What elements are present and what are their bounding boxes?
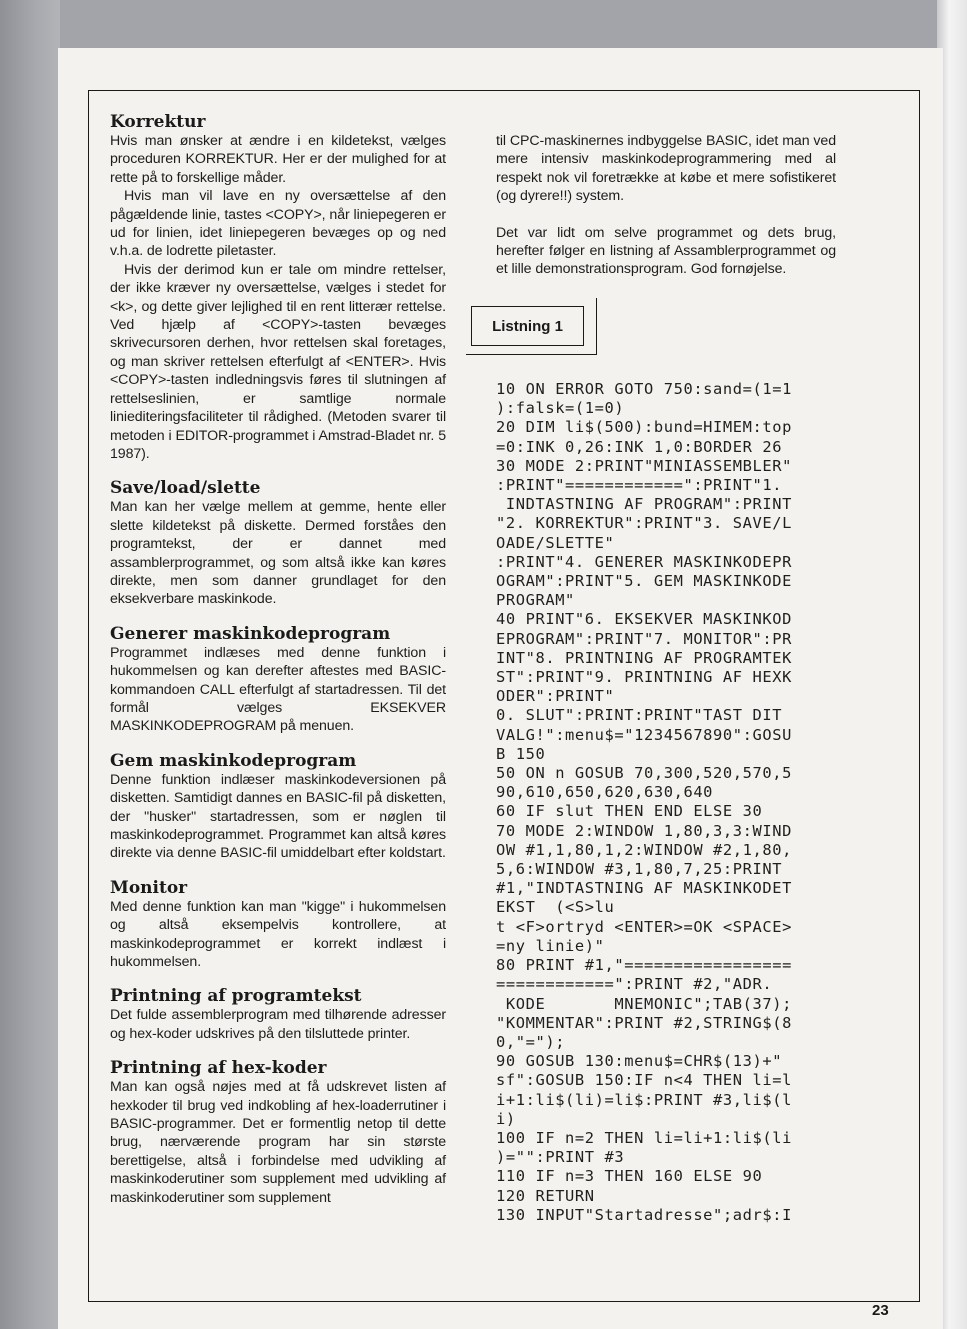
code-line: "2. KORREKTUR":PRINT"3. SAVE/L	[496, 514, 792, 533]
code-line: 120 RETURN	[496, 1186, 595, 1205]
paragraph: Med denne funktion kan man "kigge" i hukommelsen og altså eksempelvis kontrollere, at maskinkodeprogrammet er korrekt indlæst i hukommelsen.	[110, 898, 446, 971]
code-line: EPROGRAM":PRINT"7. MONITOR":PR	[496, 629, 792, 648]
listing-label: Listning 1	[492, 317, 563, 335]
listing-label-box	[471, 306, 584, 346]
right-column	[496, 132, 836, 279]
code-line: KODE MNEMONIC";TAB(37);	[496, 994, 792, 1013]
heading-gem: Gem maskinkodeprogram	[110, 750, 357, 771]
code-line: OW #1,1,80,1,2:WINDOW #2,1,80,	[496, 840, 792, 859]
code-line: 5,6:WINDOW #3,1,80,7,25:PRINT	[496, 860, 783, 879]
code-line: =ny linie)"	[496, 936, 605, 955]
code-line: 0,"=");	[496, 1032, 566, 1051]
code-line: PROGRAM"	[496, 591, 575, 610]
heading-printning-hex: Printning af hex-koder	[110, 1058, 327, 1079]
code-line: 10 ON ERROR GOTO 750:sand=(1=1	[496, 380, 792, 398]
code-line: OGRAM":PRINT"5. GEM MASKINKODE	[496, 572, 792, 591]
paragraph: Hvis man ønsker at ændre i en kildetekst, vælges proceduren KORREKTUR. Her er der mulighed for at rette på to forskellige måder.	[110, 133, 446, 186]
code-line: 50 ON n GOSUB 70,300,520,570,5	[496, 764, 792, 783]
paragraph: Programmet indlæses med denne funktion i hukommelsen og kan derefter aftestes med BASIC-kommandoen CALL efterfulgt af startadressen. Til det formål vælges EKSEKVER MASKINKODEPROGRAM på menuen.	[110, 644, 446, 735]
paragraph: til CPC-maskinernes indbyggelse BASIC, idet man ved mere intensiv maskinkodeprogrammering med al respekt nok vil foretrække at købe et mere sofistikeret (og dyrere!!) system.	[496, 133, 836, 205]
code-line: 90,610,650,620,630,640	[496, 783, 714, 802]
code-line: VALG!":menu$="1234567890":GOSU	[496, 725, 792, 744]
code-line: 80 PRINT #1,"=================	[496, 956, 792, 975]
code-line: "KOMMENTAR":PRINT #2,STRING$(8	[496, 1013, 792, 1032]
code-line: )="":PRINT #3	[496, 1148, 625, 1167]
heading-korrektur: Korrektur	[110, 112, 206, 132]
code-line: B 150	[496, 744, 546, 763]
code-line: 110 IF n=3 THEN 160 ELSE 90	[496, 1167, 763, 1186]
left-column	[110, 112, 446, 1207]
page-edge-left	[0, 0, 60, 1329]
code-line: 130 INPUT"Startadresse";adr$:I	[496, 1205, 792, 1224]
paragraph: Man kan her vælge mellem at gemme, hente eller slette kildetekst på diskette. Dermed forståes den programtekst, der er dannet med assamblerprogrammet, og som altså ikke kan køres direkte, men som danner grundlaget for den eksekverbare maskinkode.	[110, 499, 446, 608]
code-line: 40 PRINT"6. EKSEKVER MASKINKOD	[496, 610, 792, 629]
code-line: #1,"INDTASTNING AF MASKINKODET	[496, 879, 792, 898]
code-line: i)	[496, 1109, 516, 1128]
code-line: t <F>ortryd <ENTER>=OK <SPACE>	[496, 917, 792, 936]
heading-printning-programtekst: Printning af programtekst	[110, 986, 362, 1007]
code-line: :PRINT"============":PRINT"1.	[496, 476, 783, 495]
code-line: 100 IF n=2 THEN li=li+1:li$(li	[496, 1128, 792, 1147]
magazine-page	[58, 48, 943, 1329]
paragraph: Man kan også nøjes med at få udskrevet listen af hexkoder til brug ved indkobling af hex-loaderrutiner i BASIC-programmer. Det er formentlig netop til dette brug, nærværende program har sin største berettigelse, altså i forbindelse med udvikling af maskinkoderutiner som supplement med udvikling af maskinkoderutiner som supplement	[110, 1079, 446, 1206]
heading-save-load: Save/load/slette	[110, 478, 261, 499]
code-line: ODER":PRINT"	[496, 687, 615, 706]
code-line: 0. SLUT":PRINT:PRINT"TAST DIT	[496, 706, 783, 725]
code-line: OADE/SLETTE"	[496, 533, 615, 552]
code-line: ST":PRINT"9. PRINTNING AF HEXK	[496, 668, 792, 687]
paragraph: Denne funktion indlæser maskinkodeversionen på disketten. Samtidigt dannes en BASIC-fil på disketten, der "husker" startadressen, som er nøglen til maskinkodeprogrammet. Programmet kan altså køres direkte via denne BASIC-fil umiddelbart efter koldstart.	[110, 771, 446, 862]
code-line: sf":GOSUB 150:IF n<4 THEN li=l	[496, 1071, 792, 1090]
code-line: 70 MODE 2:WINDOW 1,80,3,3:WIND	[496, 821, 792, 840]
code-line: 90 GOSUB 130:menu$=CHR$(13)+"	[496, 1052, 783, 1071]
paragraph: Det var lidt om selve programmet og dets brug, herefter følger en listning af Assamblerprogrammet og et lille demonstrationsprogram. God fornøjelse.	[496, 224, 836, 278]
code-line: INDTASTNING AF PROGRAM":PRINT	[496, 495, 792, 514]
code-line: 60 IF slut THEN END ELSE 30	[496, 802, 763, 821]
code-line: ):falsk=(1=0)	[496, 399, 625, 418]
code-line: =0:INK 0,26:INK 1,0:BORDER 26	[496, 437, 783, 456]
code-line: i+1:li$(li)=li$:PRINT #3,li$(l	[496, 1090, 792, 1109]
paragraph: Det fulde assemblerprogram med tilhørende adresser og hex-koder udskrives på den tilsluttede printer.	[110, 1007, 446, 1042]
code-line: EKST (<S>lu	[496, 898, 615, 917]
code-line: INT"8. PRINTNING AF PROGRAMTEK	[496, 648, 792, 667]
code-line: 30 MODE 2:PRINT"MINIASSEMBLER"	[496, 456, 792, 475]
paragraph: Hvis man vil lave en ny oversættelse af den pågældende linie, tastes <COPY>, når liniepegeren er ud for linien, idet liniepegeren bevæges op og ned v.h.a. de lodrette piletaster.	[110, 188, 446, 260]
code-line: 20 DIM li$(500):bund=HIMEM:top	[496, 418, 792, 437]
page-number: 23	[872, 1302, 889, 1319]
code-line: :PRINT"4. GENERER MASKINKODEPR	[496, 552, 792, 571]
heading-monitor: Monitor	[110, 877, 188, 898]
heading-generer: Generer maskinkodeprogram	[110, 623, 391, 644]
basic-code-listing	[496, 380, 896, 1225]
code-line: ============":PRINT #2,"ADR.	[496, 975, 773, 994]
paragraph: Hvis der derimod kun er tale om mindre rettelser, der ikke kræver ny oversættelse, vælges i stedet for <k>, og dette giver lejlighed til en rent litterær rettelse. Ved hjælp af <COPY>-tasten bevæges skrivecursoren derhen, hvor rettelsen skal foretages, og man skriver rettelsen efterfulgt af <ENTER>. Hvis <COPY>-tasten indledningsvis føres til slutningen af rettelseslinien, er samtlige normale liniediteringsfaciliteter til rådighed. (Metoden svarer til metoden i EDITOR-programmet i Amstrad-Bladet nr. 5 1987).	[110, 261, 446, 462]
